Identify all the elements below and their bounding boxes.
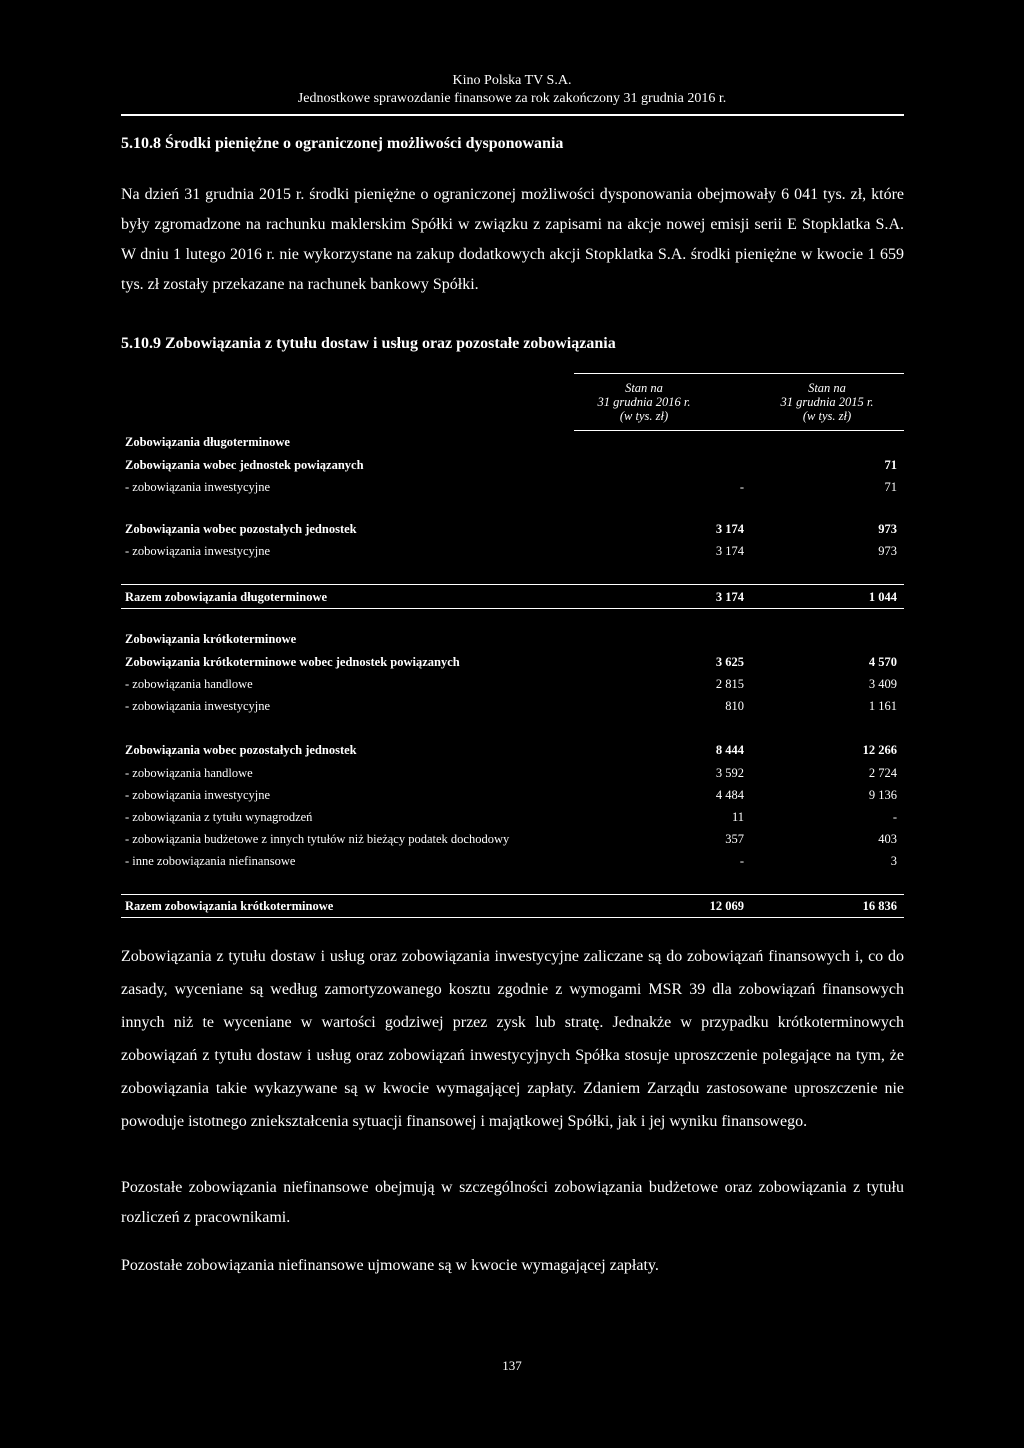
table-row [121,830,904,848]
subtotal-rule [121,894,904,895]
table-row [121,520,904,538]
non-financial-liabilities-paragraph: Pozostałe zobowiązania niefinansowe obejmują w szczególności zobowiązania budżetowe oraz zobowiązania z tytułu rozliczeń z pracownikami. [121,1179,904,1226]
value-2015: 71 [884,458,897,472]
row-label: Zobowiązania krótkoterminowe wobec jednostek powiązanych [125,655,460,669]
value-2016: 8 444 [715,743,744,757]
row-label: - zobowiązania inwestycyjne [125,699,271,713]
subtotal-rule [121,584,904,585]
column-header-2015 [757,381,897,423]
row-label: Razem zobowiązania długoterminowe [125,590,328,604]
value-2015: 3 [890,854,897,868]
restricted-cash-paragraph: Na dzień 31 grudnia 2015 r. środki pieniężne o ograniczonej możliwości dysponowania obejmowały 6 041 tys. zł, które były zgromadzone na rachunku maklerskim Spółki w związku z zapisami na akcje nowej emisji serii E Stopklatka S.A. W dniu 1 lutego 2016 r. nie wykorzystane na zakup dodatkowych akcji Stopklatka S.A. środki pieniężne w kwocie 1 659 tys. zł zostały przekazane na rachunek bankowy Spółki. [121,186,904,293]
value-2015: 2 724 [868,766,897,780]
table-row-total [121,588,904,606]
value-2015: 16 836 [862,899,897,913]
value-2016: 3 174 [715,522,744,536]
document-subtitle: Jednostkowe sprawozdanie finansowe za rok zakończony 31 grudnia 2016 r. [297,91,727,106]
row-label: - zobowiązania inwestycyjne [125,788,271,802]
column-header-2015-line3: (w tys. zł) [802,409,852,423]
document-company-name: Kino Polska TV S.A. [452,73,572,88]
value-2016: 810 [725,699,744,713]
row-label: - zobowiązania handlowe [125,766,253,780]
value-2015: 3 409 [868,677,897,691]
row-label: - zobowiązania inwestycyjne [125,480,271,494]
row-label: Zobowiązania długoterminowe [125,435,290,449]
column-header-2016-line3: (w tys. zł) [619,409,669,423]
value-2015: 403 [878,832,897,846]
value-2015: - [892,810,897,824]
value-2016: 3 174 [715,544,744,558]
row-label: - inne zobowiązania niefinansowe [125,854,296,868]
table-row [121,697,904,715]
value-2016: 11 [731,810,744,824]
value-2015: 973 [878,544,897,558]
non-financial-measurement-paragraph: Pozostałe zobowiązania niefinansowe ujmowane są w kwocie wymagającej zapłaty. [121,1257,659,1274]
row-label: Zobowiązania wobec pozostałych jednostek [125,743,357,757]
table-row [121,433,904,451]
table-row [121,542,904,560]
table-row [121,456,904,474]
header-divider [121,114,904,116]
table-row [121,741,904,759]
row-label: Zobowiązania wobec jednostek powiązanych [125,458,364,472]
page-number: 137 [502,1358,522,1373]
column-header-2016 [574,381,714,423]
table-row [121,852,904,870]
row-label: - zobowiązania inwestycyjne [125,544,271,558]
value-2015: 12 266 [862,743,897,757]
table-row [121,675,904,693]
column-header-bottom-rule [574,430,904,431]
value-2015: 71 [884,480,897,494]
row-label: - zobowiązania budżetowe z innych tytułów niż bieżący podatek dochodowy [125,832,510,846]
value-2016: 4 484 [715,788,744,802]
liabilities-valuation-paragraph: Zobowiązania z tytułu dostaw i usług oraz zobowiązania inwestycyjne zaliczane są do zobowiązań finansowych i, co do zasady, wyceniane są według zamortyzowanego kosztu zgodnie z wymogami MSR 39 dla zobowiązań finansowych innych niż te wyceniane w wartości godziwej przez zysk lub stratę. Jednakże w przypadku krótkoterminowych zobowiązań z tytułu dostaw i usług oraz zobowiązań inwestycyjnych Spółka stosuje uproszczenie polegające na tym, że zobowiązania takie wykazywane są w kwocie wymagającej zapłaty. Zdaniem Zarządu zastosowane uproszczenie nie powoduje istotnego zniekształcenia sytuacji finansowej i majątkowej Spółki, jak i jej wyniku finansowego. [121,948,904,1130]
total-rule [121,917,904,918]
value-2016: 12 069 [709,899,744,913]
row-label: - zobowiązania z tytułu wynagrodzeń [125,810,313,824]
column-header-2015-line2: 31 grudnia 2015 r. [780,395,874,409]
section-heading-restricted-cash: 5.10.8 Środki pieniężne o ograniczonej możliwości dysponowania [121,135,564,152]
row-label: - zobowiązania handlowe [125,677,253,691]
row-label: Zobowiązania wobec pozostałych jednostek [125,522,357,536]
value-2015: 9 136 [868,788,897,802]
value-2016: 3 592 [715,766,744,780]
table-row [121,764,904,782]
column-header-2016-line1: Stan na [625,381,663,395]
total-rule [121,608,904,609]
value-2016: 357 [725,832,744,846]
value-2016: 3 174 [715,590,744,604]
section-heading-liabilities: 5.10.9 Zobowiązania z tytułu dostaw i usług oraz pozostałe zobowiązania [121,335,616,352]
value-2015: 1 044 [868,590,897,604]
value-2016: 3 625 [715,655,744,669]
table-row [121,786,904,804]
column-header-2015-line1: Stan na [808,381,846,395]
value-2015: 973 [878,522,897,536]
value-2016: - [739,480,744,494]
row-label: Razem zobowiązania krótkoterminowe [125,899,334,913]
table-row [121,478,904,496]
table-row [121,630,904,648]
table-row-total [121,897,904,915]
value-2016: - [739,854,744,868]
value-2015: 4 570 [868,655,897,669]
table-row [121,808,904,826]
table-row [121,653,904,671]
value-2015: 1 161 [868,699,897,713]
row-label: Zobowiązania krótkoterminowe [125,632,297,646]
value-2016: 2 815 [715,677,744,691]
column-header-2016-line2: 31 grudnia 2016 r. [597,395,691,409]
table-top-rule [574,373,904,374]
